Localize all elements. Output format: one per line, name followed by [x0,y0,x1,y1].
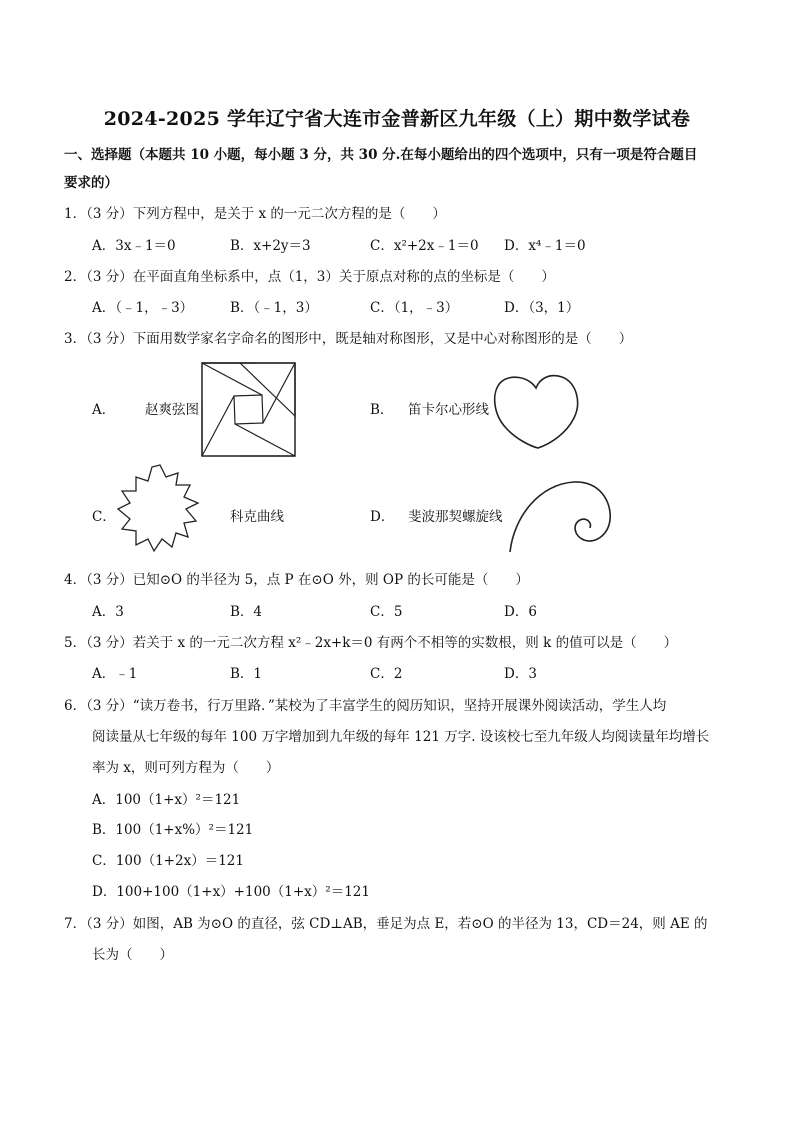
question-7-line2: 长为（ ） [92,947,173,963]
question-6-option-d: D．100+100（1+x）+100（1+x）²＝121 [92,884,370,900]
question-1-stem: 1．（3 分）下列方程中，是关于 x 的一元二次方程的是（ ） [64,206,446,222]
question-2-option-a: A．（﹣1，﹣3） [92,300,194,316]
question-3-option-c-letter: C． [92,509,116,525]
question-3-option-a-label: 赵爽弦图 [145,402,199,418]
section-heading-line1: 一、选择题（本题共 10 小题，每小题 3 分，共 30 分.在每小题给出的四个选项中，只有一项是符合题目 [64,147,698,163]
zhao-shuang-diagram-figure [200,361,297,458]
question-3-option-b-letter: B． [370,402,394,418]
question-1-option-d: D．x⁴﹣1＝0 [504,238,586,254]
question-6-line1: 6．（3 分）“读万卷书，行万里路．”某校为了丰富学生的阅历知识，坚持开展课外阅读活动，学生人均 [64,698,667,714]
section-heading-line2: 要求的） [64,175,118,191]
question-6-option-a: A．100（1+x）²＝121 [92,792,241,808]
question-2-stem: 2．（3 分）在平面直角坐标系中，点（1，3）关于原点对称的点的坐标是（ ） [64,269,555,285]
question-4-option-b: B．4 [230,604,263,620]
question-6-line3: 率为 x，则可列方程为（ ） [92,760,280,776]
question-5-stem: 5．（3 分）若关于 x 的一元二次方程 x²﹣2x+k＝0 有两个不相等的实数根，则 k 的值可以是（ ） [64,635,678,651]
cardioid-figure [492,372,580,452]
question-3-option-c-label: 科克曲线 [230,509,284,525]
question-5-option-c: C．2 [370,666,403,682]
page-title: 2024-2025 学年辽宁省大连市金普新区九年级（上）期中数学试卷 [103,108,691,130]
question-6-option-c: C．100（1+2x）＝121 [92,853,244,869]
question-3-option-d-letter: D． [370,509,395,525]
question-2-option-d: D．（3，1） [504,300,580,316]
question-3-stem: 3．（3 分）下面用数学家名字命名的图形中，既是轴对称图形，又是中心对称图形的是（ ） [64,331,633,347]
question-5-option-d: D．3 [504,666,537,682]
question-1-option-a: A．3x﹣1＝0 [92,238,176,254]
question-4-stem: 4．（3 分）已知⊙O 的半径为 5，点 P 在⊙O 外，则 OP 的长可能是（ ） [64,572,529,588]
question-7-line1: 7．（3 分）如图，AB 为⊙O 的直径，弦 CD⊥AB，垂足为点 E，若⊙O 的半径为 13，CD＝24，则 AE 的 [64,916,708,932]
question-1-option-b: B．x+2y＝3 [230,238,311,254]
question-4-option-c: C．5 [370,604,403,620]
question-3-option-a-letter: A． [92,402,116,418]
question-5-option-a: A．﹣1 [92,666,138,682]
question-3-option-d-label: 斐波那契螺旋线 [408,509,503,525]
question-3-option-b-label: 笛卡尔心形线 [408,402,489,418]
question-4-option-a: A．3 [92,604,124,620]
question-6-option-b: B．100（1+x%）²＝121 [92,822,254,838]
fibonacci-spiral-figure [508,476,614,554]
question-2-option-b: B．（﹣1，3） [230,300,318,316]
question-1-option-c: C．x²+2x﹣1＝0 [370,238,479,254]
question-2-option-c: C．（1，﹣3） [370,300,459,316]
question-4-option-d: D．6 [504,604,537,620]
question-5-option-b: B．1 [230,666,263,682]
question-6-line2: 阅读量从七年级的每年 100 万字增加到九年级的每年 121 万字. 设该校七至九年级人均阅读量年均增长 [92,729,710,745]
koch-snowflake-figure [114,463,206,559]
